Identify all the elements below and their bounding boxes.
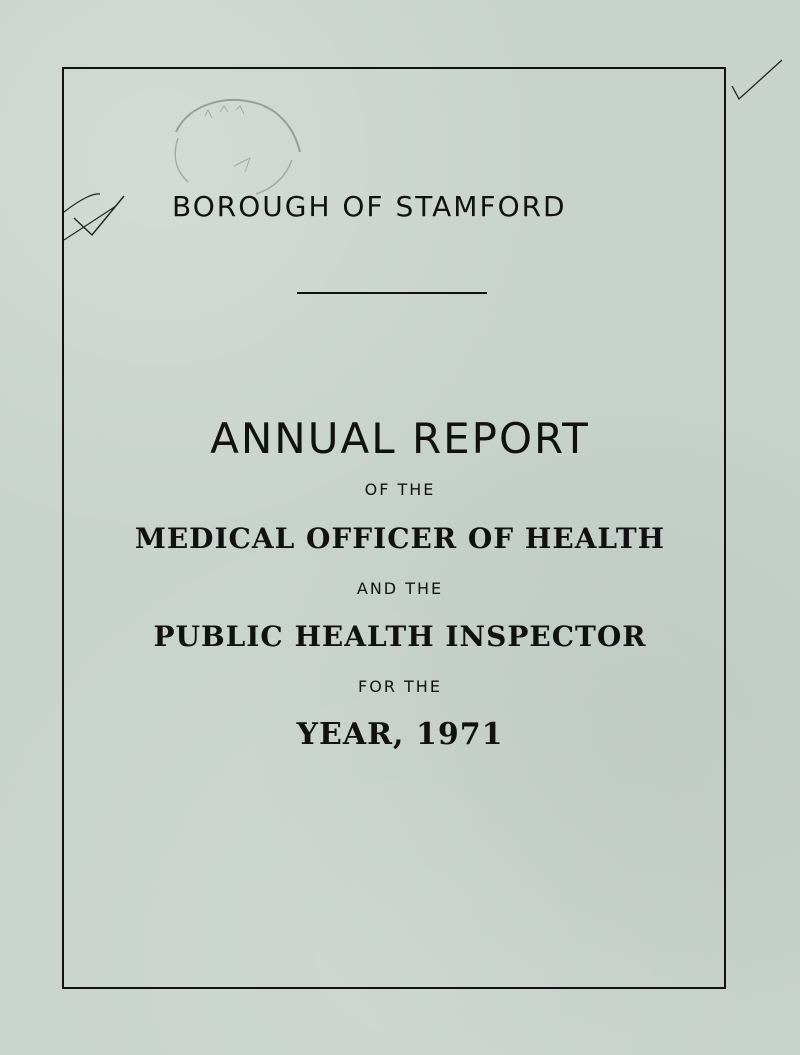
annual-report-title: ANNUAL REPORT [210, 414, 590, 463]
of-the-text: OF THE [364, 480, 436, 499]
for-the-text: FOR THE [358, 677, 442, 696]
public-health-inspector-text: PUBLIC HEALTH INSPECTOR [153, 620, 647, 653]
corner-pencil-mark [728, 56, 788, 104]
and-the-text: AND THE [356, 579, 444, 598]
report-year: YEAR, 1971 [296, 717, 504, 752]
hand-drawn-check-mark [58, 188, 128, 250]
borough-heading: BOROUGH OF STAMFORD [172, 190, 567, 223]
medical-officer-text: MEDICAL OFFICER OF HEALTH [134, 522, 666, 555]
faint-circular-stamp [160, 88, 310, 198]
title-rule [297, 292, 487, 294]
